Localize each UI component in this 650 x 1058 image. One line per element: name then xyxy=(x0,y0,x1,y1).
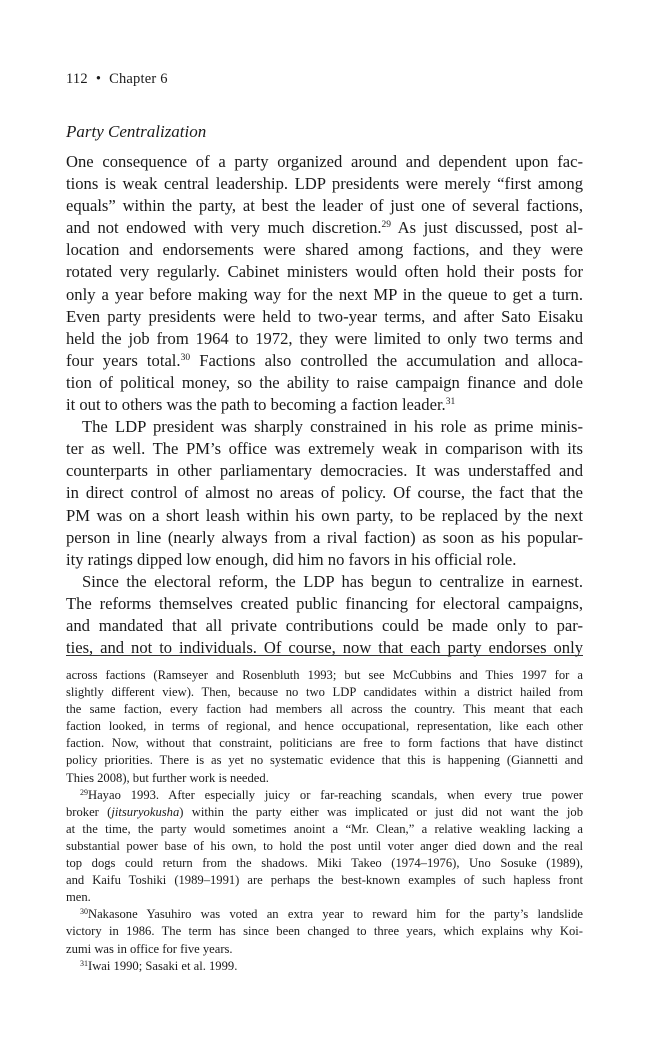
footnote-line xyxy=(66,684,583,701)
footnote-line-text: zumi was in office for five years. xyxy=(66,941,233,956)
bullet-separator: • xyxy=(95,71,102,87)
footnote-line xyxy=(66,923,583,940)
footnote-line-text: faction. Now, without that constraint, politicians are free to form factions that have distinct xyxy=(66,736,583,751)
footnote-line-text-cont: Nakasone Yasuhiro was voted an extra year to reward him for the party’s landslide xyxy=(88,907,583,922)
footnote-line xyxy=(66,701,583,718)
body-line-text: counterparts in other parliamentary democracies. It was understaffed and xyxy=(66,461,583,481)
footnote-line xyxy=(66,787,583,804)
body-line-text: Since the electoral reform, the LDP has begun to centralize in earnest. xyxy=(82,571,583,591)
footnote-line-text: men. xyxy=(66,890,91,905)
footnote-line-text: victory in 1986. The term has since been changed to three years, which explains why Koi- xyxy=(66,924,583,939)
body-line-text: rotated very regularly. Cabinet ministers would often hold their posts for xyxy=(66,262,583,282)
footnote-line xyxy=(66,735,583,752)
footnote-line-text: the same faction, every faction had members all across the country. This meant that each xyxy=(66,702,583,717)
footnote-line-text: substantial power base of his own, to hold the post until voter anger died down and the real xyxy=(66,838,583,853)
body-line-text-cont: Factions also controlled the accumulation and alloca- xyxy=(190,350,583,370)
body-line xyxy=(66,261,583,283)
body-line xyxy=(66,438,583,460)
body-line-text: four years total. xyxy=(66,350,181,370)
footnote-line xyxy=(66,838,583,855)
footnote-line-text: top dogs could return from the shadows. Miki Takeo (1974–1976), Uno Sosuke (1989), xyxy=(66,856,583,871)
footnote-line-text: policy priorities. There is as yet no systematic evidence that this is happening (Giannetti and xyxy=(66,753,583,768)
body-line xyxy=(66,416,583,438)
chapter-label: Chapter 6 xyxy=(109,71,168,87)
footnote-line xyxy=(66,718,583,735)
body-line-text: and not endowed with very much discretion. xyxy=(66,218,382,238)
body-line xyxy=(66,217,583,239)
body-line xyxy=(66,372,583,394)
body-line-text: The reforms themselves created public financing for electoral campaigns, xyxy=(66,593,583,613)
body-line-text: held the job from 1964 to 1972, they were limited to only two terms and xyxy=(66,328,583,348)
body-line xyxy=(66,151,583,173)
body-line-text: The LDP president was sharply constrained in his role as prime minis- xyxy=(82,417,583,437)
body-line xyxy=(66,593,583,615)
footnote-line xyxy=(66,889,583,906)
footnotes xyxy=(66,667,583,975)
footnote-line-text: faction looked, in terms of regional, and hence occupational, representation, like each other xyxy=(66,719,583,734)
section-heading: Party Centralization xyxy=(66,122,207,141)
footnote-line xyxy=(66,770,583,787)
body-line xyxy=(66,350,583,372)
footnote-line xyxy=(66,821,583,838)
body-line xyxy=(66,239,583,261)
body-line-text: person in line (nearly always from a rival faction) as soon as his popular- xyxy=(66,527,583,547)
body-line-text: Even party presidents were held to two-year terms, and after Sato Eisaku xyxy=(66,306,583,326)
body-line xyxy=(66,284,583,306)
body-line-text: tion of political money, so the ability to raise campaign finance and dole xyxy=(66,372,583,392)
footnote-divider xyxy=(66,655,583,656)
running-head xyxy=(66,71,168,88)
footnote-line-text: Thies 2008), but further work is needed. xyxy=(66,770,269,785)
body-line-text: ties, and not to individuals. Of course, now that each party endorses only xyxy=(66,638,583,658)
footnote-line-text-cont: ) within the party either was implicated or just did not want the job xyxy=(179,804,584,819)
body-line-text: location and endorsements were shared among factions, and they were xyxy=(66,240,583,260)
body-line xyxy=(66,549,583,571)
body-line-text: it out to others was the path to becoming a faction leader. xyxy=(66,395,446,415)
body-line xyxy=(66,527,583,549)
body-line xyxy=(66,460,583,482)
body-line-text: PM was on a short leash within his own party, to be replaced by the next xyxy=(66,505,583,525)
body-line xyxy=(66,173,583,195)
body-line-text: only a year before making way for the next MP in the queue to get a turn. xyxy=(66,284,583,304)
footnote-line-text: and Kaifu Toshiki (1989–1991) are perhaps the best-known examples of such hapless front xyxy=(66,873,583,888)
footnote-line xyxy=(66,804,583,821)
body-line-text: in direct control of almost no areas of policy. Of course, the fact that the xyxy=(66,483,583,503)
footnote-line xyxy=(66,855,583,872)
body-line xyxy=(66,505,583,527)
body-line xyxy=(66,195,583,217)
footnote-line xyxy=(66,958,583,975)
body-text xyxy=(66,151,583,659)
footnote-line-text-cont: Iwai 1990; Sasaki et al. 1999. xyxy=(88,958,238,973)
note-marker: 29 xyxy=(381,220,392,231)
body-line-text: and mandated that all private contributions could be made only to par- xyxy=(66,615,583,635)
body-line xyxy=(66,615,583,637)
body-line xyxy=(66,571,583,593)
italic-term: jitsuryokusha xyxy=(111,804,180,819)
body-line-text: One consequence of a party organized around and dependent upon fac- xyxy=(66,152,583,171)
footnote-line-text-cont: Hayao 1993. After especially juicy or far-reaching scandals, when every true power xyxy=(88,787,583,802)
footnote-line-text: broker ( xyxy=(66,804,112,819)
footnote-line-text: slightly different view). Then, because no two LDP candidates within a district hailed from xyxy=(66,685,583,700)
footnote-line xyxy=(66,941,583,958)
footnote-line xyxy=(66,752,583,769)
body-line-text: ity ratings dipped low enough, did him no favors in his official role. xyxy=(66,549,517,569)
note-marker: 29 xyxy=(80,787,88,797)
note-marker: 30 xyxy=(180,352,191,363)
body-line-text: tions is weak central leadership. LDP presidents were merely “first among xyxy=(66,174,583,194)
body-line-text: equals” within the party, at best the leader of just one of several factions, xyxy=(66,196,583,216)
body-line xyxy=(66,482,583,504)
footnote-line xyxy=(66,872,583,889)
body-line xyxy=(66,328,583,350)
note-marker: 31 xyxy=(445,397,456,408)
footnote-line xyxy=(66,667,583,684)
body-line-text-cont: As just discussed, post al- xyxy=(391,218,583,238)
body-line xyxy=(66,306,583,328)
note-marker: 30 xyxy=(80,907,88,917)
footnote-line-text: at the time, the party would sometimes anoint a “Mr. Clean,” a relative weakling lacking a xyxy=(66,821,583,836)
body-line-text: ter as well. The PM’s office was extremely weak in comparison with its xyxy=(66,439,583,459)
footnote-line xyxy=(66,906,583,923)
footnote-line-text: across factions (Ramseyer and Rosenbluth 1993; but see McCubbins and Thies 1997 for a xyxy=(66,668,583,682)
body-line xyxy=(66,394,583,416)
page-number: 112 xyxy=(66,71,88,87)
note-marker: 31 xyxy=(80,958,88,968)
